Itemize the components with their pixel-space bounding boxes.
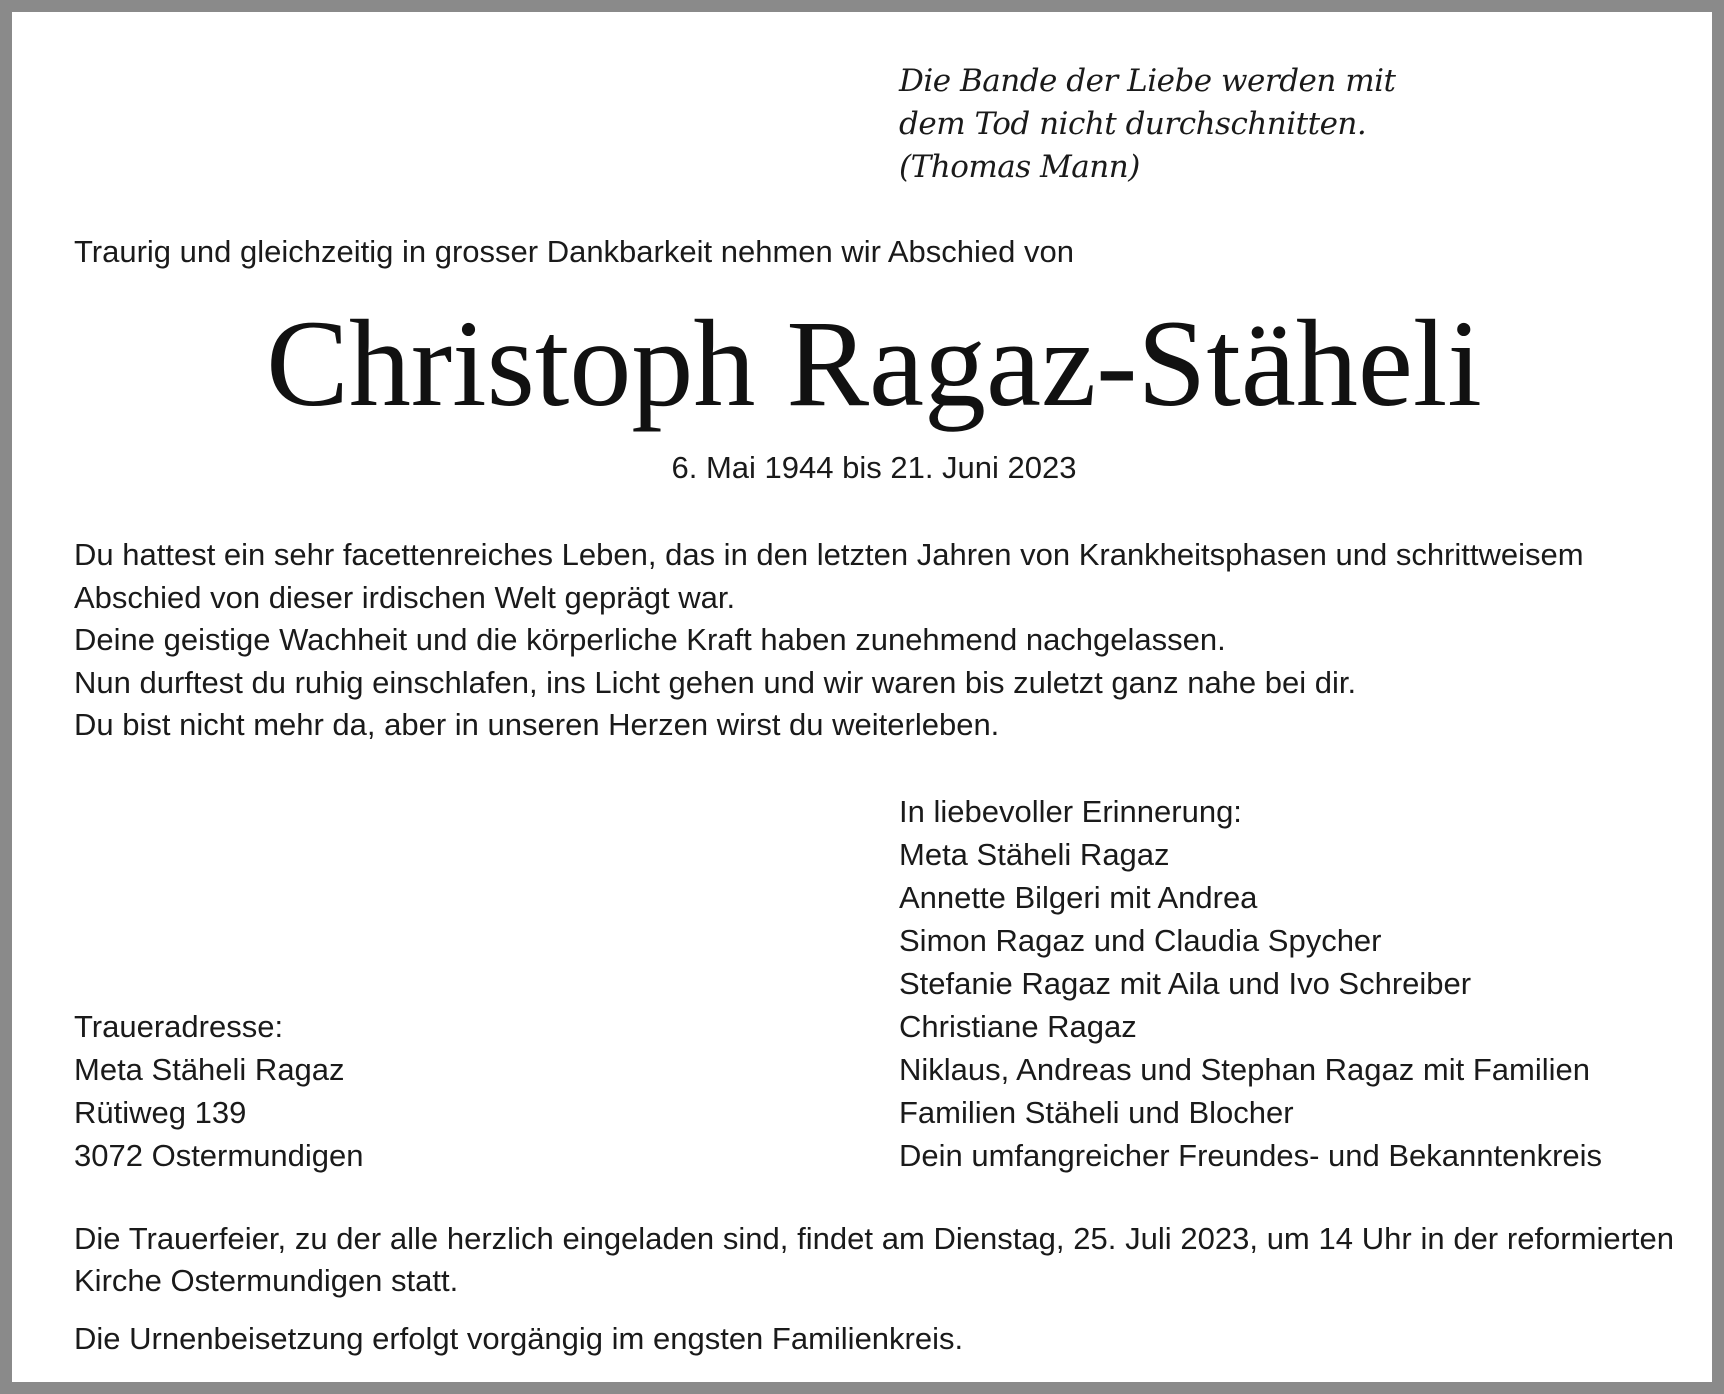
address-city: 3072 Ostermundigen xyxy=(74,1138,364,1173)
tribute-text xyxy=(74,534,1674,747)
tribute-line-3: Deine geistige Wachheit und die körperliche Kraft haben zunehmend nachgelassen. xyxy=(74,622,1226,657)
mourner-name: Stefanie Ragaz mit Aila und Ivo Schreiber xyxy=(899,966,1472,1001)
funeral-notice: Die Trauerfeier, zu der alle herzlich eingeladen sind, findet am Dienstag, 25. Juli 2023, um 14 Uhr in der reformierten Kirche Ostermundigen statt. xyxy=(74,1221,1674,1298)
quote-attribution: (Thomas Mann) xyxy=(899,149,1140,185)
quote-line-1: Die Bande der Liebe werden mit xyxy=(899,63,1396,99)
mourner-name: Dein umfangreicher Freundes- und Bekanntenkreis xyxy=(899,1138,1603,1173)
deceased-name: Christoph Ragaz-Stäheli xyxy=(266,295,1482,432)
intro-text: Traurig und gleichzeitig in grosser Dankbarkeit nehmen wir Abschied von xyxy=(74,234,1074,269)
tribute-line-4: Nun durftest du ruhig einschlafen, ins Licht gehen und wir waren bis zuletzt ganz nahe bei dir. xyxy=(74,664,1357,700)
epigraph-quote xyxy=(899,60,1395,189)
urn-notice: Die Urnenbeisetzung erfolgt vorgängig im engsten Familienkreis. xyxy=(74,1321,964,1356)
address-name: Meta Stäheli Ragaz xyxy=(74,1052,345,1087)
mourner-name: Niklaus, Andreas und Stephan Ragaz mit Familien xyxy=(899,1052,1590,1087)
mourner-name: Meta Stäheli Ragaz xyxy=(899,837,1170,872)
mourners-list xyxy=(899,790,1602,1177)
life-dates: 6. Mai 1944 bis 21. Juni 2023 xyxy=(671,450,1077,485)
mourner-name: Simon Ragaz und Claudia Spycher xyxy=(899,923,1382,958)
mourner-name: Christiane Ragaz xyxy=(899,1009,1137,1044)
mourning-address xyxy=(74,1005,364,1177)
address-heading: Traueradresse: xyxy=(74,1009,284,1044)
tribute-line-2: Abschied von dieser irdischen Welt geprägt war. xyxy=(74,579,736,615)
quote-line-2: dem Tod nicht durchschnitten. xyxy=(899,106,1367,142)
tribute-line-1: Du hattest ein sehr facettenreiches Leben, das in den letzten Jahren von Krankheitsphasen und schrittweisem xyxy=(74,537,1584,572)
mourner-name: Annette Bilgeri mit Andrea xyxy=(899,880,1258,915)
mourners-heading: In liebevoller Erinnerung: xyxy=(899,794,1242,829)
mourner-name: Familien Stäheli und Blocher xyxy=(899,1095,1294,1130)
tribute-line-5: Du bist nicht mehr da, aber in unseren Herzen wirst du weiterleben. xyxy=(74,707,1000,742)
address-street: Rütiweg 139 xyxy=(74,1095,247,1130)
